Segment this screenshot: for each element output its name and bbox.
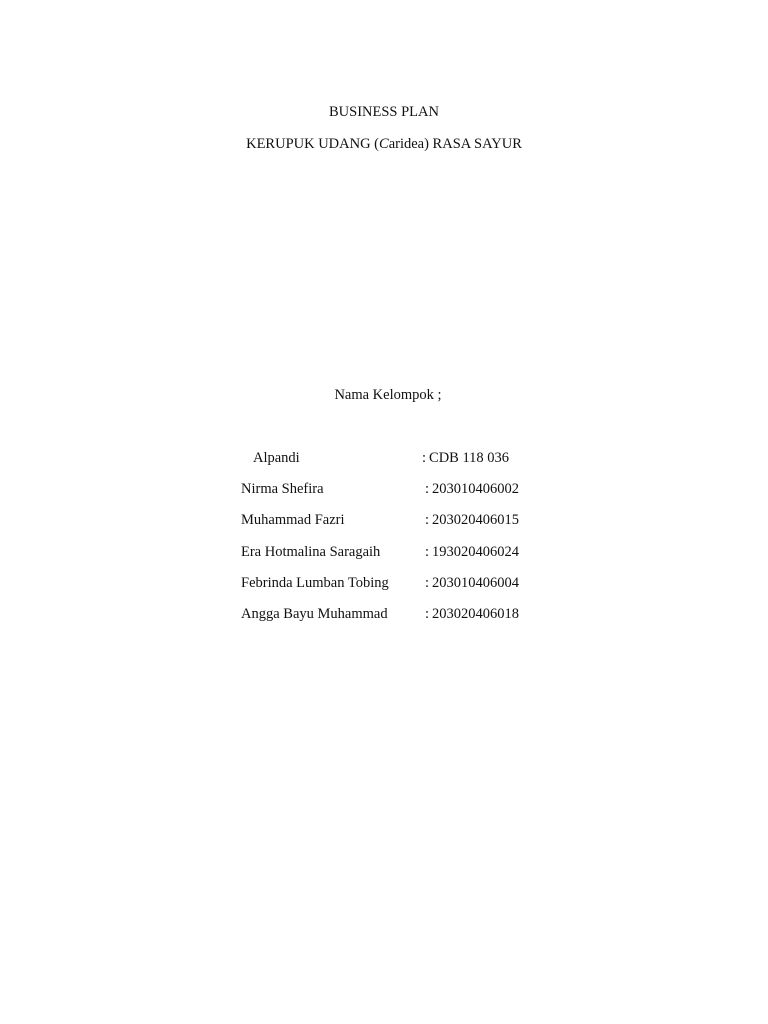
member-id-value: 203010406004 (432, 575, 520, 591)
member-id (425, 480, 519, 498)
member-separator: : (425, 575, 430, 591)
subtitle-italic-letter: C (379, 136, 389, 152)
member-id-value: CDB 118 036 (429, 450, 510, 466)
member-name: Febrinda Lumban Tobing (241, 575, 389, 591)
member-id-value: 203020406015 (432, 512, 520, 528)
member-separator: : (422, 450, 427, 466)
member-id (422, 449, 509, 467)
member-name: Era Hotmalina Saragaih (241, 544, 381, 560)
member-separator: : (425, 606, 430, 622)
member-separator: : (425, 544, 430, 560)
member-id (425, 543, 519, 561)
member-id-value: 203010406002 (432, 481, 520, 497)
subtitle-text-before: KERUPUK UDANG ( (246, 136, 380, 152)
member-name: Nirma Shefira (241, 481, 324, 497)
member-id-value: 193020406024 (432, 544, 520, 560)
member-id (425, 511, 519, 529)
member-id-value: 203020406018 (432, 606, 520, 622)
member-separator: : (425, 481, 430, 497)
group-label: Nama Kelompok ; (334, 387, 442, 403)
member-name: Muhammad Fazri (241, 512, 345, 528)
document-subtitle (0, 135, 768, 153)
member-name: Angga Bayu Muhammad (241, 606, 388, 622)
member-id (425, 605, 519, 623)
document-title: BUSINESS PLAN (329, 104, 439, 120)
subtitle-text-after: aridea) RASA SAYUR (388, 136, 522, 152)
member-id (425, 574, 519, 592)
member-name: Alpandi (253, 450, 300, 466)
member-separator: : (425, 512, 430, 528)
